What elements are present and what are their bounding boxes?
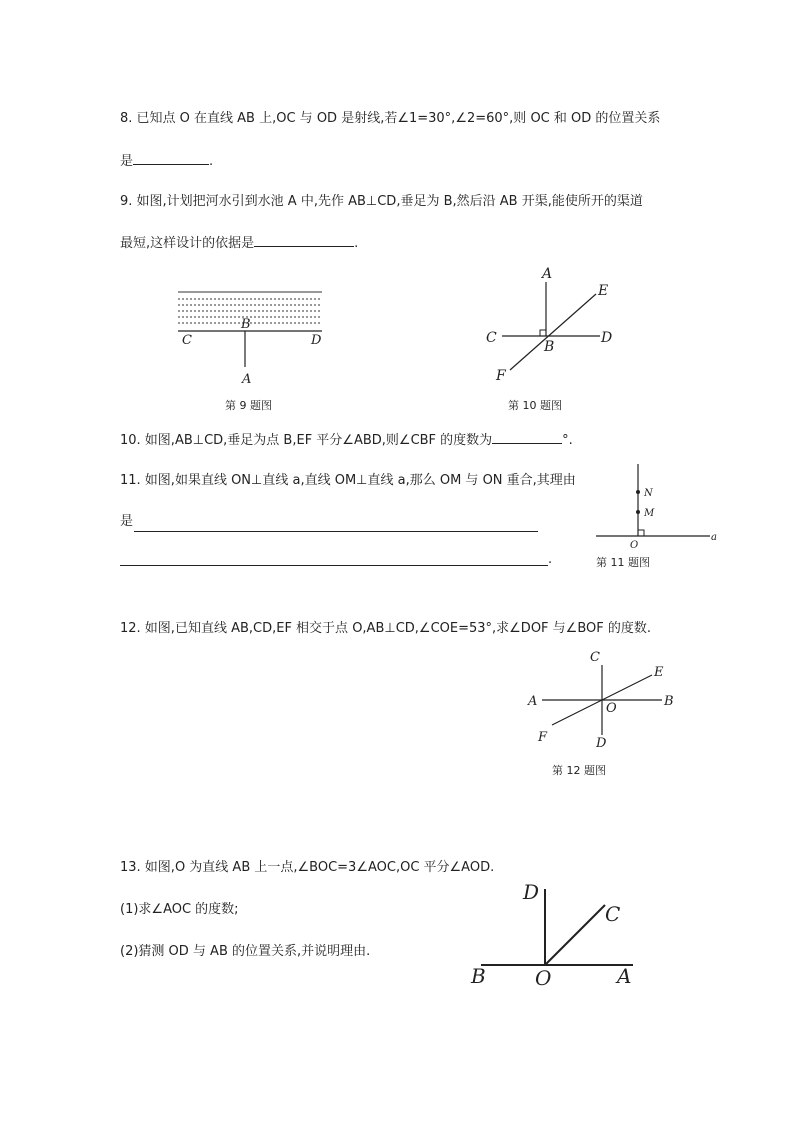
fig12-label-o: O bbox=[606, 701, 617, 716]
fig13-label-d: D bbox=[523, 880, 540, 904]
fig10-label-b: B bbox=[544, 339, 555, 355]
fig12-label-b: B bbox=[664, 694, 674, 709]
q9-line1: 9. 如图,计划把河水引到水池 A 中,先作 AB⊥CD,垂足为 B,然后沿 AB 开渠,能使所开的渠道 bbox=[120, 194, 643, 209]
q9-line2 bbox=[120, 235, 358, 253]
q10-suffix: °. bbox=[562, 433, 573, 448]
fig11-label-a: a bbox=[711, 532, 717, 543]
fig10-diagram bbox=[480, 262, 620, 387]
fig12-label-f: F bbox=[538, 730, 548, 745]
q8-line2 bbox=[120, 153, 213, 171]
q10-prefix: 10. 如图,AB⊥CD,垂足为点 B,EF 平分∠ABD,则∠CBF 的度数为 bbox=[120, 433, 493, 448]
q11-line3-suffix: . bbox=[548, 552, 553, 567]
fig13-label-a: A bbox=[617, 964, 632, 988]
fig9-caption: 第 9 题图 bbox=[225, 399, 272, 412]
fig11-diagram bbox=[590, 460, 720, 552]
fig11-point-n bbox=[636, 490, 640, 494]
q11-answer-line-2[interactable] bbox=[120, 565, 548, 566]
q9-line2-prefix: 最短,这样设计的依据是 bbox=[120, 236, 255, 251]
fig9-label-b: B bbox=[241, 317, 251, 332]
fig12-diagram bbox=[522, 645, 682, 755]
fig10-line-ef bbox=[510, 294, 596, 370]
q13-line1: 13. 如图,O 为直线 AB 上一点,∠BOC=3∠AOC,OC 平分∠AOD. bbox=[120, 860, 495, 875]
q13-part1: (1)求∠AOC 的度数; bbox=[120, 902, 239, 917]
q10-line bbox=[120, 432, 573, 450]
q10-answer-blank[interactable] bbox=[492, 443, 562, 444]
fig12-label-e: E bbox=[654, 665, 664, 680]
fig12-label-d: D bbox=[596, 736, 607, 751]
q11-line2-prefix: 是 bbox=[120, 514, 134, 529]
q8-line2-suffix: . bbox=[209, 154, 214, 169]
fig11-caption: 第 11 题图 bbox=[596, 556, 650, 569]
q11-line1: 11. 如图,如果直线 ON⊥直线 a,直线 OM⊥直线 a,那么 OM 与 ON 重合,其理由 bbox=[120, 473, 576, 488]
fig11-right-angle-mark bbox=[638, 530, 644, 536]
q11-answer-line-1[interactable] bbox=[134, 531, 538, 532]
fig9-diagram bbox=[170, 285, 330, 390]
q8-answer-blank[interactable] bbox=[133, 164, 209, 165]
q8-line1: 8. 已知点 O 在直线 AB 上,OC 与 OD 是射线,若∠1=30°,∠2=60°,则 OC 和 OD 的位置关系 bbox=[120, 111, 661, 126]
fig11-label-n: N bbox=[644, 488, 653, 499]
fig12-label-c: C bbox=[590, 650, 600, 665]
fig10-label-a: A bbox=[542, 266, 553, 282]
fig9-label-d: D bbox=[311, 333, 322, 348]
fig10-label-d: D bbox=[601, 330, 613, 346]
fig11-label-m: M bbox=[644, 508, 655, 519]
fig10-label-c: C bbox=[486, 330, 497, 346]
q9-answer-blank[interactable] bbox=[254, 246, 354, 247]
q12-text: 12. 如图,已知直线 AB,CD,EF 相交于点 O,AB⊥CD,∠COE=53°,求∠DOF 与∠BOF 的度数. bbox=[120, 621, 651, 636]
fig13-label-o: O bbox=[535, 966, 552, 990]
fig13-label-b: B bbox=[471, 964, 486, 988]
fig13-label-c: C bbox=[605, 902, 621, 926]
q9-line2-suffix: . bbox=[354, 236, 359, 251]
fig11-point-m bbox=[636, 510, 640, 514]
fig12-label-a: A bbox=[528, 694, 538, 709]
fig10-label-f: F bbox=[496, 368, 506, 384]
q8-line2-prefix: 是 bbox=[120, 154, 134, 169]
fig9-label-c: C bbox=[182, 333, 192, 348]
fig13-diagram bbox=[465, 875, 645, 990]
fig10-caption: 第 10 题图 bbox=[508, 399, 562, 412]
fig10-label-e: E bbox=[598, 283, 609, 299]
fig12-caption: 第 12 题图 bbox=[552, 764, 606, 777]
fig13-ray-oc bbox=[545, 905, 605, 965]
fig11-label-o: O bbox=[630, 540, 639, 551]
q13-part2: (2)猜测 OD 与 AB 的位置关系,并说明理由. bbox=[120, 944, 371, 959]
fig10-right-angle-mark bbox=[540, 330, 546, 336]
fig9-label-a: A bbox=[242, 372, 252, 387]
